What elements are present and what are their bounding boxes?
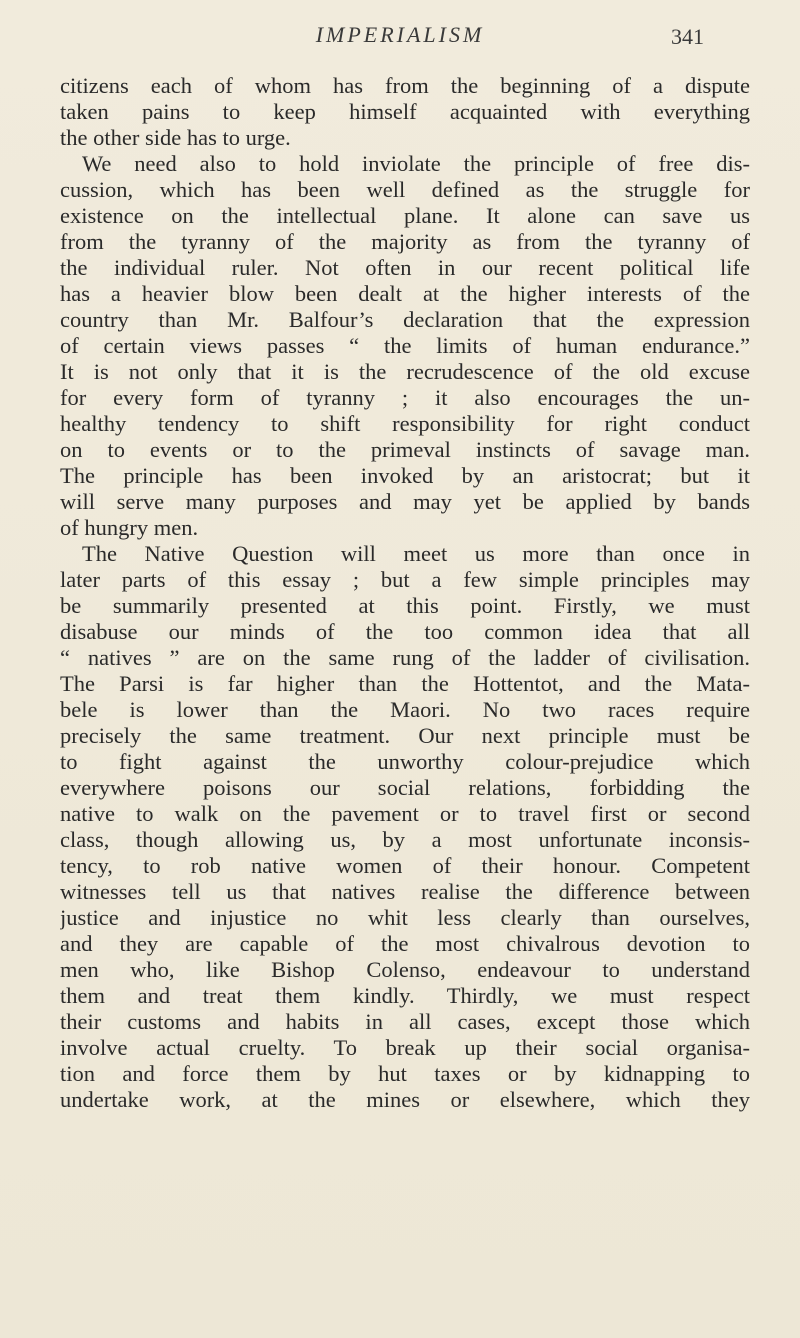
- text-line: bele is lower than the Maori. No two races require: [60, 697, 750, 722]
- text-line: for every form of tyranny ; it also encourages the un-: [60, 385, 750, 410]
- running-title: IMPERIALISM: [315, 22, 485, 47]
- text-line: citizens each of whom has from the beginning of a dispute: [60, 73, 750, 98]
- text-line: of hungry men.: [60, 515, 199, 540]
- text-line: be summarily presented at this point. Firstly, we must: [60, 593, 750, 618]
- text-line: healthy tendency to shift responsibility for right conduct: [60, 411, 750, 436]
- text-line: The Parsi is far higher than the Hottentot, and the Mata-: [60, 671, 750, 696]
- text-line: of certain views passes “ the limits of human endurance.”: [60, 333, 750, 358]
- text-line: witnesses tell us that natives realise the difference between: [60, 879, 750, 904]
- text-line: on to events or to the primeval instincts of savage man.: [60, 437, 750, 462]
- text-line: tion and force them by hut taxes or by kidnapping to: [60, 1061, 750, 1086]
- body-text: [60, 73, 750, 1113]
- text-line: “ natives ” are on the same rung of the ladder of civilisation.: [60, 645, 750, 670]
- text-line: from the tyranny of the majority as from the tyranny of: [60, 229, 750, 254]
- text-line: native to walk on the pavement or to travel first or second: [60, 801, 750, 826]
- text-line: tency, to rob native women of their honour. Competent: [60, 853, 750, 878]
- text-line: It is not only that it is the recrudescence of the old excuse: [60, 359, 750, 384]
- text-line: cussion, which has been well defined as the struggle for: [60, 177, 750, 202]
- text-line: men who, like Bishop Colenso, endeavour to understand: [60, 957, 750, 982]
- paragraph-start-line: The Native Question will meet us more than once in: [82, 541, 750, 566]
- text-line: The principle has been invoked by an aristocrat; but it: [60, 463, 750, 488]
- text-line: justice and injustice no whit less clearly than ourselves,: [60, 905, 750, 930]
- text-line: the other side has to urge.: [60, 125, 291, 150]
- text-line: involve actual cruelty. To break up their social organisa-: [60, 1035, 750, 1060]
- text-line: and they are capable of the most chivalrous devotion to: [60, 931, 750, 956]
- text-line: everywhere poisons our social relations, forbidding the: [60, 775, 750, 800]
- text-line: class, though allowing us, by a most unfortunate inconsis-: [60, 827, 750, 852]
- page-number: 341: [671, 24, 704, 49]
- text-line: later parts of this essay ; but a few simple principles may: [60, 567, 750, 592]
- text-line: existence on the intellectual plane. It alone can save us: [60, 203, 750, 228]
- text-line: to fight against the unworthy colour-prejudice which: [60, 749, 750, 774]
- text-line: taken pains to keep himself acquainted with everything: [60, 99, 750, 124]
- text-line: will serve many purposes and may yet be applied by bands: [60, 489, 750, 514]
- text-line: precisely the same treatment. Our next principle must be: [60, 723, 750, 748]
- text-line: their customs and habits in all cases, except those which: [60, 1009, 750, 1034]
- text-line: disabuse our minds of the too common idea that all: [60, 619, 750, 644]
- text-line: has a heavier blow been dealt at the higher interests of the: [60, 281, 750, 306]
- text-line: them and treat them kindly. Thirdly, we must respect: [60, 983, 750, 1008]
- paragraph-start-line: We need also to hold inviolate the principle of free dis-: [82, 151, 750, 176]
- text-line: country than Mr. Balfour’s declaration that the expression: [60, 307, 750, 332]
- text-line: the individual ruler. Not often in our recent political life: [60, 255, 750, 280]
- text-line: undertake work, at the mines or elsewhere, which they: [60, 1087, 750, 1112]
